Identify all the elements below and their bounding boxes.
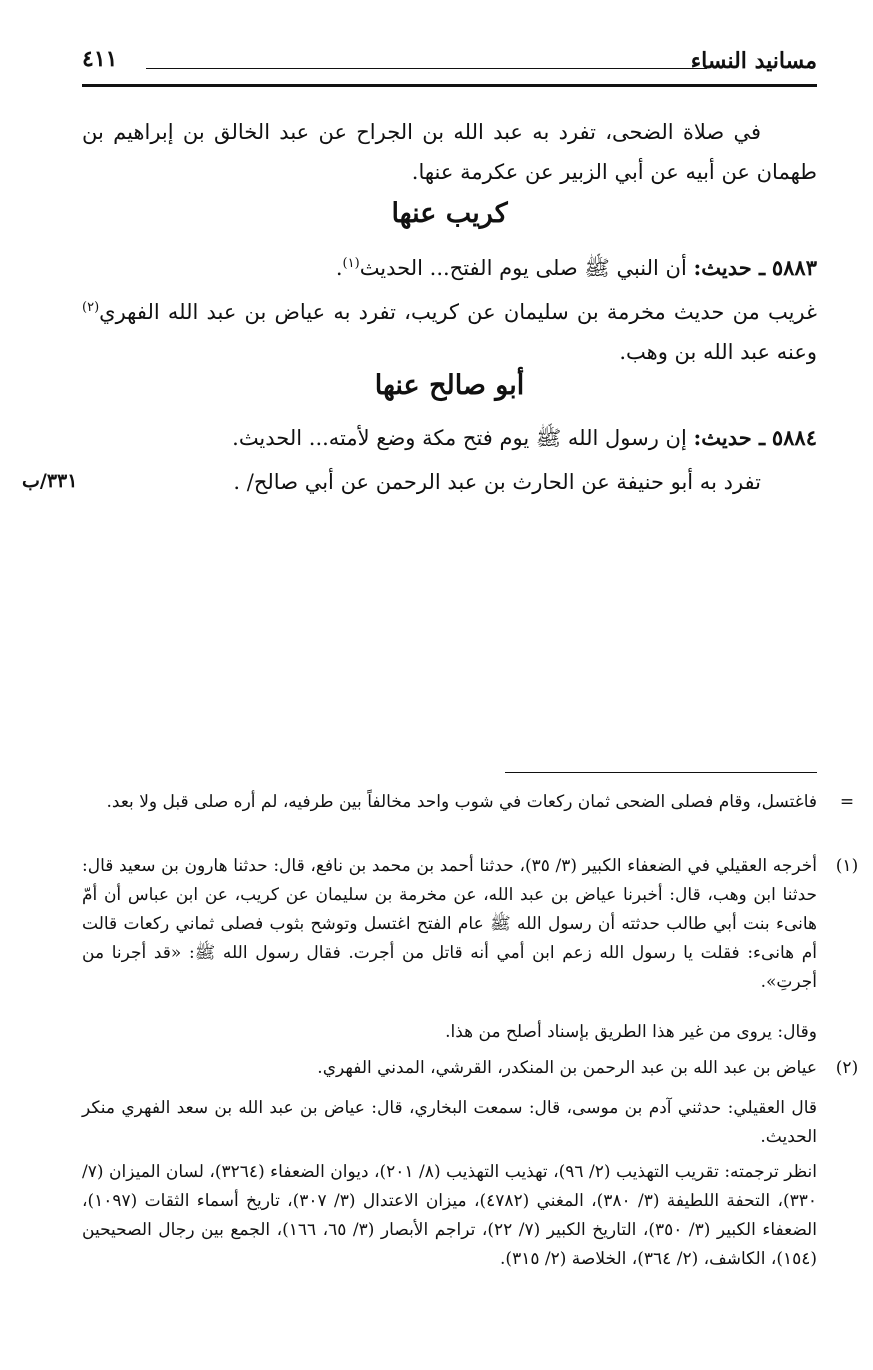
section-heading-kurayb: كريب عنها xyxy=(391,198,508,229)
footnote-marker: (٢) xyxy=(835,1058,859,1078)
footnote-text: فاغتسل، وقام فصلى الضحى ثمان ركعات في شوب واحد مخالفاً بين طرفيه، لم أره صلى قبل ولا بعد. xyxy=(106,792,817,812)
hadith-number: ٥٨٨٣ xyxy=(771,255,817,280)
hadith-number: ٥٨٨٤ xyxy=(771,425,817,450)
footnote-2-refs: انظر ترجمته: تقريب التهذيب (٢/ ٩٦)، تهذيب التهذيب (٨/ ٢٠١)، ديوان الضعفاء (٣٢٦٤)، لسان الميزان (٧/ ٣٣٠)، التحفة اللطيفة (٣/ ٣٨٠)، المغني (٤٧٨٢)، ميزان الاعتدال (٣/ ٣٠٧)، تاريخ أسماء الثقات (١٠٩٧)، الضعفاء الكبير (٣/ ٣٥٠)، التاريخ الكبير (٧/ ٢٢)، تراجم الأبصار (٣/ ٦٥، ١٦٦)، الجمع بين رجال الصحيحين (١٥٤)، الكاشف، (٢/ ٣٦٤)، الخلاصة (٢/ ٣١٥). xyxy=(82,1162,817,1269)
footnote-rule xyxy=(505,772,817,773)
intro-paragraph: في صلاة الضحى، تفرد به عبد الله بن الجراح عن عبد الخالق بن إبراهيم بن طهمان عن أبيه عن أبي الزبير عن عكرمة عنها. xyxy=(82,120,817,184)
comment-text: غريب من حديث مخرمة بن سليمان عن كريب، تفرد به عياض بن عبد الله الفهري xyxy=(99,300,817,324)
footnote-1-note: وقال: يروى من غير هذا الطريق بإسناد أصلح من هذا. xyxy=(445,1022,817,1042)
running-title: مسانيد النساء xyxy=(690,48,817,74)
margin-reference: ٣٣١/ب xyxy=(22,470,78,492)
comment-5883 xyxy=(82,288,817,372)
footnote-1 xyxy=(82,852,859,997)
hadith-keyword: ـ حديث: xyxy=(693,425,766,450)
footnote-text: أخرجه العقيلي في الضعفاء الكبير (٣/ ٣٥)، حدثنا أحمد بن محمد بن نافع، قال: حدثنا هارون بن سعيد قال: حدثنا ابن وهب، قال: أخبرنا عياض بن عبد الله، عن مخرمة بن سليمان عن كريب، عن ابن عباس أن أمّ هانىء بنت أبي طالب حدثته أن رسول الله ﷺ عام الفتح اغتسل وتوشح بثوب فصلى ثماني ركعات قالت أم هانىء: فقلت يا رسول الله زعم ابن أمي أنه قاتل من أجرت. فقال رسول الله ﷺ: «قد أجرنا من أجرتِ». xyxy=(82,856,817,992)
footnote-text: عياض بن عبد الله بن عبد الرحمن بن المنكدر، القرشي، المدني الفهري. xyxy=(317,1058,817,1078)
comment-text-cont: وعنه عبد الله بن وهب. xyxy=(619,340,817,364)
hadith-5884 xyxy=(82,418,817,458)
page-number: ٤١١ xyxy=(82,46,118,72)
footnote-marker: = xyxy=(839,792,855,812)
hadith-text: إن رسول الله ﷺ يوم فتح مكة وضع لأمته... الحديث. xyxy=(232,426,687,450)
footnote-2 xyxy=(82,1054,859,1083)
header-rule xyxy=(146,68,707,69)
hadith-5883 xyxy=(82,244,817,288)
footnote-ref-1: (١) xyxy=(342,256,360,271)
hadith-keyword: ـ حديث: xyxy=(693,255,766,280)
hadith-text: أن النبي ﷺ صلى يوم الفتح... الحديث xyxy=(359,256,687,280)
page-header xyxy=(82,42,817,87)
hadith-end: . xyxy=(335,256,343,280)
footnote-marker: (١) xyxy=(835,856,859,876)
footnote-2-quote: قال العقيلي: حدثني آدم بن موسى، قال: سمعت البخاري، قال: عياض بن عبد الله بن سعد الفهري منكر الحديث. xyxy=(82,1098,817,1147)
comment-5884: تفرد به أبو حنيفة عن الحارث بن عبد الرحمن عن أبي صالح/ . xyxy=(233,470,761,494)
footnote-continuation xyxy=(82,788,855,817)
footnote-ref-2: (٢) xyxy=(82,300,100,315)
section-heading-abu-salih: أبو صالح عنها xyxy=(374,370,525,401)
